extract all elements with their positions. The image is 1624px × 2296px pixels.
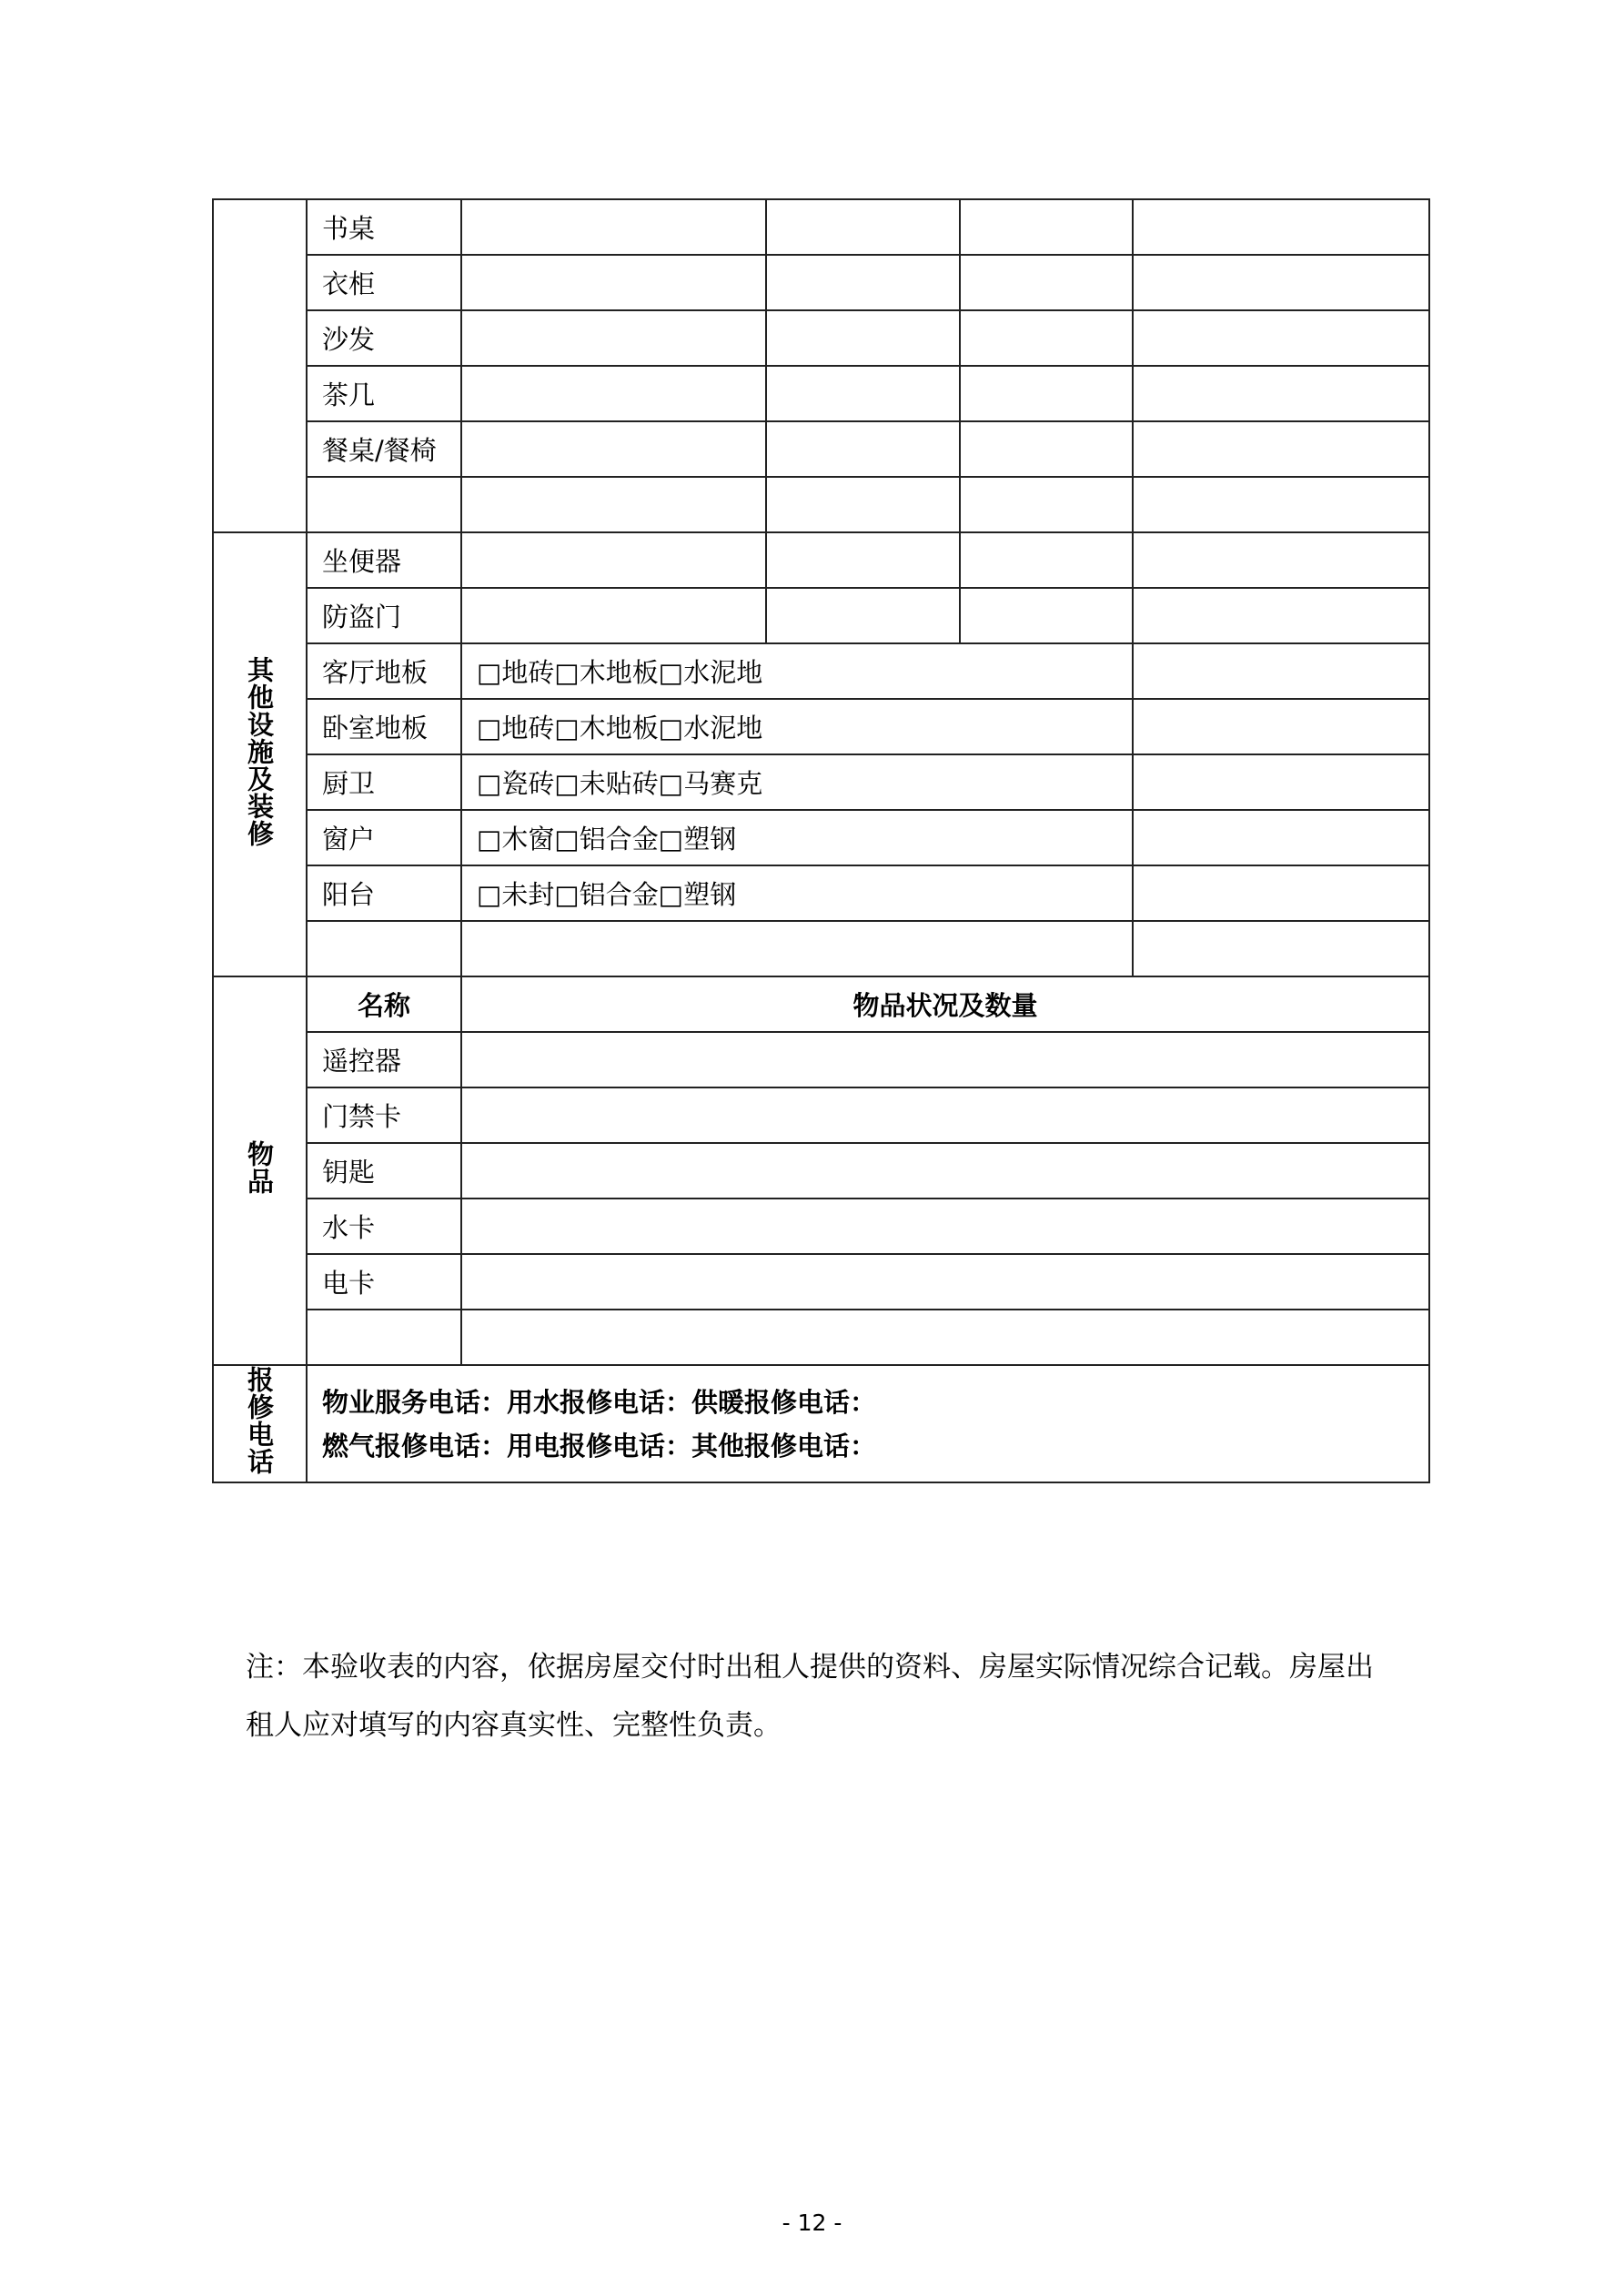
table-row [213,199,1429,255]
input-cell[interactable] [766,366,960,421]
facilities-section-label [213,532,307,976]
repair-section-label [213,1365,307,1482]
input-cell[interactable] [1133,255,1429,310]
item-name: 餐桌/餐椅 [307,421,461,477]
checkbox-options[interactable]: □木窗□铝合金□塑钢 [461,810,1133,865]
checkbox-options[interactable]: □瓷砖□未贴砖□马赛克 [461,754,1133,810]
item-name: 钥匙 [307,1143,461,1199]
input-cell[interactable] [960,366,1133,421]
table-row [213,699,1429,754]
table-row [213,810,1429,865]
item-name: 书桌 [307,199,461,255]
input-cell[interactable] [960,532,1133,588]
table-row [213,1365,1429,1482]
repair-phones-cell[interactable] [307,1365,1429,1482]
input-cell[interactable] [461,199,766,255]
input-cell[interactable] [461,1143,1429,1199]
input-cell[interactable] [960,477,1133,532]
repair-section-text: 报修电话 [244,1366,275,1475]
table-row [213,532,1429,588]
input-cell[interactable] [960,588,1133,643]
input-cell[interactable] [766,588,960,643]
facilities-section-text: 其他设施及装修 [244,655,275,847]
item-name: 门禁卡 [307,1087,461,1143]
input-cell[interactable] [766,477,960,532]
input-cell[interactable] [1133,310,1429,366]
table-row [213,1032,1429,1087]
item-name: 坐便器 [307,532,461,588]
footnote: 注：本验收表的内容，依据房屋交付时出租人提供的资料、房屋实际情况综合记载。房屋出租人应对填写的内容真实性、完整性负责。 [246,1651,1374,1742]
table-row [213,1310,1429,1365]
input-cell[interactable] [960,199,1133,255]
table-row [213,1143,1429,1199]
input-cell[interactable] [1133,643,1429,699]
input-cell[interactable] [461,255,766,310]
furniture-section-label [213,199,307,532]
column-header-name: 名称 [307,976,461,1032]
table-header-row [213,976,1429,1032]
item-name: 窗户 [307,810,461,865]
input-cell[interactable] [461,1032,1429,1087]
table-row [213,255,1429,310]
input-cell[interactable] [766,199,960,255]
input-cell[interactable] [766,255,960,310]
input-cell[interactable] [1133,921,1429,976]
item-name[interactable] [307,921,461,976]
input-cell[interactable] [1133,477,1429,532]
input-cell[interactable] [1133,366,1429,421]
item-name[interactable] [307,477,461,532]
input-cell[interactable] [960,421,1133,477]
input-cell[interactable] [960,310,1133,366]
input-cell[interactable] [766,532,960,588]
repair-line-1: 物业服务电话：用水报修电话：供暖报修电话： [322,1386,877,1418]
items-section-label [213,976,307,1365]
input-cell[interactable] [1133,754,1429,810]
items-section-text: 物品 [244,1140,275,1195]
input-cell[interactable] [461,421,766,477]
item-name: 阳台 [307,865,461,921]
input-cell[interactable] [766,421,960,477]
item-name: 电卡 [307,1254,461,1310]
table-row [213,421,1429,477]
column-header-status: 物品状况及数量 [461,976,1429,1032]
input-cell[interactable] [461,477,766,532]
item-name: 卧室地板 [307,699,461,754]
checkbox-options[interactable]: □地砖□木地板□水泥地 [461,699,1133,754]
input-cell[interactable] [461,921,1133,976]
input-cell[interactable] [1133,865,1429,921]
input-cell[interactable] [1133,810,1429,865]
item-name: 遥控器 [307,1032,461,1087]
input-cell[interactable] [1133,532,1429,588]
table-row [213,366,1429,421]
item-name: 防盗门 [307,588,461,643]
input-cell[interactable] [461,588,766,643]
input-cell[interactable] [1133,199,1429,255]
item-name[interactable] [307,1310,461,1365]
table-row [213,588,1429,643]
input-cell[interactable] [1133,588,1429,643]
table-row [213,477,1429,532]
table-row [213,310,1429,366]
item-name: 沙发 [307,310,461,366]
input-cell[interactable] [461,310,766,366]
page-number: - 12 - [782,2210,842,2236]
input-cell[interactable] [766,310,960,366]
table-row [213,1199,1429,1254]
input-cell[interactable] [461,1087,1429,1143]
input-cell[interactable] [461,1199,1429,1254]
item-name: 茶几 [307,366,461,421]
input-cell[interactable] [461,366,766,421]
table-row [213,921,1429,976]
table-row [213,1254,1429,1310]
item-name: 客厅地板 [307,643,461,699]
repair-line-2: 燃气报修电话：用电报修电话：其他报修电话： [322,1430,877,1462]
item-name: 水卡 [307,1199,461,1254]
checkbox-options[interactable]: □未封□铝合金□塑钢 [461,865,1133,921]
table-row [213,754,1429,810]
table-row [213,643,1429,699]
checkbox-options[interactable]: □地砖□木地板□水泥地 [461,643,1133,699]
table-row [213,865,1429,921]
input-cell[interactable] [461,1310,1429,1365]
input-cell[interactable] [1133,699,1429,754]
table-row [213,1087,1429,1143]
inspection-table [212,198,1430,1483]
input-cell[interactable] [960,255,1133,310]
input-cell[interactable] [461,532,766,588]
input-cell[interactable] [461,1254,1429,1310]
input-cell[interactable] [1133,421,1429,477]
item-name: 衣柜 [307,255,461,310]
item-name: 厨卫 [307,754,461,810]
